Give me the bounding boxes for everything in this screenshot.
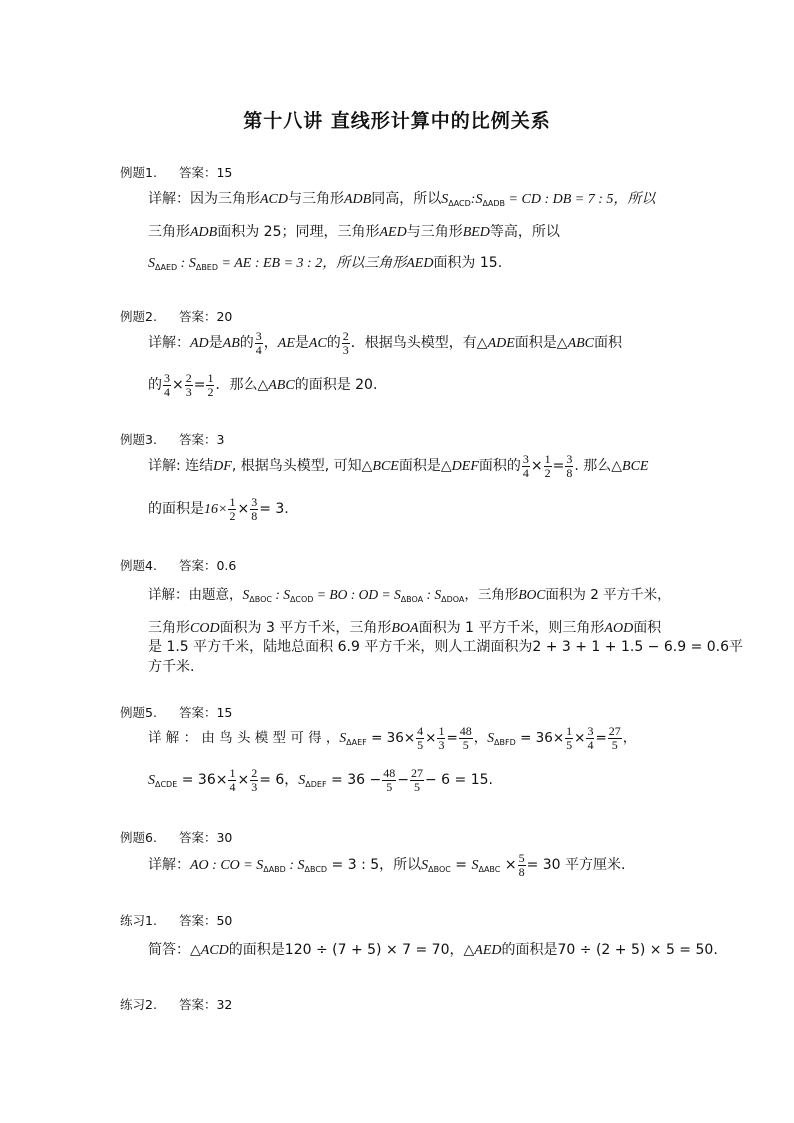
- fraction: $\frac{1}{2}$: [544, 452, 551, 480]
- exercise-1-line-1: 简答：△ACD的面积是120 ÷ (7 + 5) × 7 = 70，△AED的面积是70 ÷ (2 + 5) × 5 = 50.: [148, 942, 718, 958]
- fraction: $\frac{3}{4}$: [522, 452, 529, 480]
- example-4-header: [120, 556, 236, 574]
- fraction: $\frac{3}{4}$: [587, 724, 594, 752]
- answer: 答案：3: [178, 432, 225, 447]
- fraction: $\frac{3}{4}$: [164, 371, 170, 399]
- example-3-line-2: 的面积是16× $\frac{1}{2}$ × $\frac{3}{8}$ = 3.: [148, 495, 289, 523]
- example-4-line-1: 详解：由题意，$S_{\Delta BOC}$ : $S_{\Delta COD}$ = BO : OD = $S_{\Delta BOA}$ : $S_{\Delta DOA}$，三角形BOC面积为 2 平方千米，: [148, 587, 671, 604]
- page-title: 第十八讲 直线形计算中的比例关系: [243, 110, 551, 132]
- answer: 答案：15: [178, 165, 233, 180]
- example-4-line-2: 三角形COD面积为 3 平方千米，三角形BOA面积为 1 平方千米，则三角形AOD面积: [148, 620, 662, 636]
- answer: 答案：15: [178, 705, 233, 720]
- fraction: $\frac{48}{5}$: [459, 724, 472, 752]
- example-5-line-1: 详 解 ： 由 鸟 头 模 型 可 得 ，$S_{\Delta AEF} = 36\times$ $\frac{4}{5}$ × $\frac{1}{3}$ = $\frac{48}{5}$ ，$S_{\Delta BFD} = 36\times$ $\frac{1}{5}$ × $\frac{3}{4}$ = $\frac{27}{5}$ ，: [148, 724, 637, 752]
- example-4-line-4: 方千米.: [148, 659, 195, 675]
- example-5-header: [120, 703, 232, 721]
- example-2-header: [120, 307, 232, 325]
- problem-label: 练习2.: [120, 997, 157, 1012]
- fraction: $\frac{5}{8}$: [518, 851, 525, 879]
- fraction: $\frac{2}{3}$: [251, 766, 258, 794]
- fraction: $\frac{1}{4}$: [229, 766, 236, 794]
- fraction: $\frac{3}{4}$: [255, 329, 262, 357]
- example-2-line-2: 的 $\frac{3}{4}$ × $\frac{2}{3}$ = $\frac{1}{2}$ ．那么△ABC的面积是 20.: [148, 371, 378, 399]
- answer: 答案：50: [178, 913, 233, 928]
- example-1-line-3: $S_{\Delta AED}$ : $S_{\Delta BED}$ = AE : EB = 3 : 2，所以三角形AED面积为 15.: [148, 255, 503, 272]
- problem-label: 例题3.: [120, 432, 157, 447]
- fraction: $\frac{3}{8}$: [566, 452, 573, 480]
- problem-label: 例题5.: [120, 705, 157, 720]
- fraction: $\frac{27}{5}$: [608, 724, 621, 752]
- answer: 答案：32: [178, 997, 233, 1012]
- example-1-line-2: 三角形ADB面积为 25；同理，三角形AED与三角形BED等高，所以: [148, 224, 560, 240]
- answer: 答案：30: [178, 830, 233, 845]
- fraction: $\frac{3}{8}$: [251, 495, 258, 523]
- fraction: $\frac{1}{3}$: [438, 724, 445, 752]
- exercise-1-header: [120, 911, 232, 929]
- fraction: $\frac{2}{3}$: [342, 329, 349, 357]
- example-6-header: [120, 828, 232, 846]
- fraction: $\frac{1}{2}$: [229, 495, 236, 523]
- example-1-header: [120, 163, 232, 181]
- answer: 答案：0.6: [178, 558, 237, 573]
- problem-label: 例题2.: [120, 309, 157, 324]
- example-6-line-1: 详解：AO : CO = $S_{\Delta ABD}$ : $S_{\Delta BCD} = 3$ : 5，所以$S_{\Delta BOC} = S_{\Delta ABC}$ × $\frac{5}{8}$ = 30 平方厘米.: [148, 851, 626, 879]
- problem-label: 练习1.: [120, 913, 157, 928]
- example-5-line-2: $S_{\Delta CDE} = 36\times$ $\frac{1}{4}$ × $\frac{2}{3}$ = 6，$S_{\Delta DEF} = 36$ − $\frac{48}{5}$ − $\frac{27}{5}$ − 6 = 15.: [148, 766, 493, 794]
- answer: 答案：20: [178, 309, 233, 324]
- fraction: $\frac{2}{3}$: [185, 371, 192, 399]
- example-3-line-1: 详解: 连结DF, 根据鸟头模型, 可知△BCE面积是△DEF面积的 $\frac{3}{4}$ × $\frac{1}{2}$ = $\frac{3}{8}$ . 那么△BCE: [148, 452, 649, 480]
- example-4-line-3: 是 1.5 平方千米，陆地总面积 6.9 平方千米，则人工湖面积为2 + 3 + 1 + 1.5 − 6.9 = 0.6平: [148, 639, 744, 655]
- problem-label: 例题1.: [120, 165, 157, 180]
- fraction: $\frac{48}{5}$: [383, 766, 396, 794]
- example-3-header: [120, 430, 224, 448]
- fraction: $\frac{4}{5}$: [417, 724, 424, 752]
- problem-label: 例题6.: [120, 830, 157, 845]
- example-2-line-1: 详解：AD是AB的 $\frac{3}{4}$ ，AE是AC的 $\frac{2}{3}$ ．根据鸟头模型，有△ADE面积是△ABC面积: [148, 329, 623, 357]
- fraction: $\frac{1}{2}$: [207, 371, 214, 399]
- problem-label: 例题4.: [120, 558, 157, 573]
- fraction: $\frac{1}{5}$: [566, 724, 573, 752]
- example-1-line-1: 详解：因为三角形ACD与三角形ADB同高，所以$S_{\Delta ACD}:S_{\Delta ADB}$ = CD : DB = 7 : 5，所以: [148, 191, 656, 208]
- fraction: $\frac{27}{5}$: [410, 766, 423, 794]
- exercise-2-header: [120, 995, 232, 1013]
